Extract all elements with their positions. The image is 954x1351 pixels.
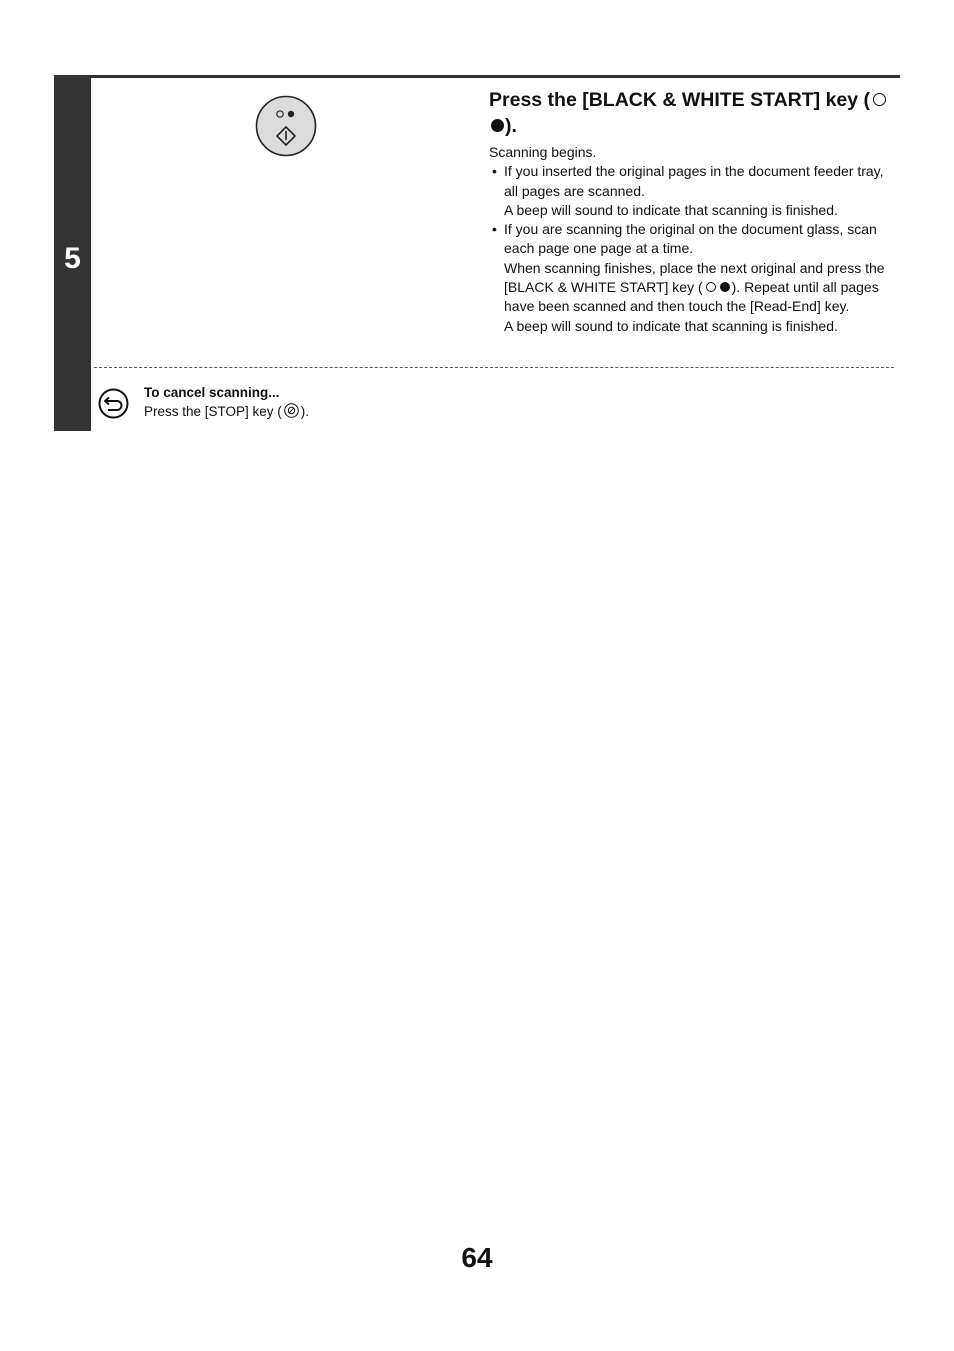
intro-text: Scanning begins.	[489, 144, 597, 160]
list-item	[489, 220, 893, 336]
step-heading	[489, 87, 893, 139]
inline-text: ). Repeat until all pages have been scanned and then touch the [Read-End] key.	[504, 279, 879, 315]
bullet-text	[504, 259, 893, 317]
bullet-text: • If you are scanning the original on the document glass, scan each page one page at a time.	[504, 221, 877, 257]
filled-circle-icon	[491, 119, 504, 132]
bullet-text: A beep will sound to indicate that scanning is finished.	[504, 201, 838, 218]
stop-key-icon	[284, 403, 299, 418]
filled-circle-icon	[720, 282, 730, 292]
note-text-start: Press the [STOP] key (	[144, 404, 282, 419]
open-circle-icon	[873, 93, 886, 106]
inline-text: When scanning finishes, place the next original and press the [BLACK & WHITE START] key (	[504, 259, 885, 296]
page-number: 64	[461, 1242, 493, 1273]
open-circle-icon	[706, 282, 716, 292]
step-instructions	[489, 87, 893, 336]
step-sidebar	[54, 75, 91, 431]
step-section	[54, 75, 900, 431]
black-white-start-key-icon	[255, 95, 317, 157]
bullet-text: A beep will sound to indicate that scanning is finished.	[504, 317, 838, 334]
note-text-end: ).	[300, 404, 310, 419]
return-arrow-icon	[98, 388, 129, 419]
note-title: To cancel scanning...	[144, 385, 280, 400]
note-text	[144, 402, 309, 421]
bullet-text: • If you inserted the original pages in the document feeder tray, all pages are scanned.	[504, 163, 884, 199]
bullet-list	[489, 162, 893, 336]
top-rule	[54, 75, 900, 78]
heading-text: Press the [BLACK & WHITE START] key (	[489, 89, 871, 111]
dashed-divider	[94, 367, 894, 368]
step-number: 5	[64, 242, 81, 275]
list-item	[489, 162, 893, 220]
heading-text-end: ).	[505, 115, 517, 137]
